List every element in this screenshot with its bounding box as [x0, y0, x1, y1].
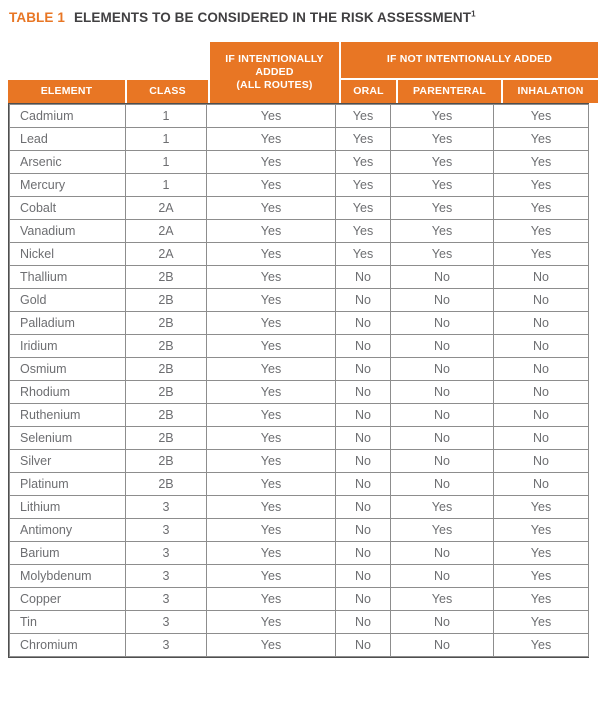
element-cell: Ruthenium: [10, 404, 126, 427]
table-row: [10, 496, 589, 519]
oral-cell: No: [336, 358, 391, 381]
intentionally-added-cell: Yes: [207, 542, 336, 565]
table-row: [10, 220, 589, 243]
intentionally-added-cell: Yes: [207, 289, 336, 312]
element-cell: Chromium: [10, 634, 126, 657]
oral-cell: No: [336, 542, 391, 565]
element-cell: Cobalt: [10, 197, 126, 220]
class-cell: 2A: [126, 243, 207, 266]
inhalation-cell: Yes: [494, 105, 589, 128]
intentionally-added-cell: Yes: [207, 634, 336, 657]
element-cell: Cadmium: [10, 105, 126, 128]
parenteral-cell: Yes: [391, 197, 494, 220]
intentionally-added-label: IF INTENTIONALLY ADDED: [225, 52, 324, 78]
table-row: [10, 358, 589, 381]
risk-assessment-table: [8, 103, 589, 658]
table-row: [10, 243, 589, 266]
intentionally-added-cell: Yes: [207, 473, 336, 496]
inhalation-cell: Yes: [494, 588, 589, 611]
intentionally-added-cell: Yes: [207, 381, 336, 404]
parenteral-cell: No: [391, 427, 494, 450]
element-cell: Iridium: [10, 335, 126, 358]
class-cell: 1: [126, 151, 207, 174]
intentionally-added-cell: Yes: [207, 496, 336, 519]
element-cell: Rhodium: [10, 381, 126, 404]
class-cell: 3: [126, 634, 207, 657]
table-title-text: ELEMENTS TO BE CONSIDERED IN THE RISK ASSESSMENT: [73, 10, 472, 25]
parenteral-cell: No: [391, 450, 494, 473]
oral-cell: No: [336, 266, 391, 289]
class-cell: 2B: [126, 335, 207, 358]
parenteral-cell: Yes: [391, 174, 494, 197]
intentionally-added-cell: Yes: [207, 588, 336, 611]
inhalation-cell: No: [494, 381, 589, 404]
table-row: [10, 427, 589, 450]
parenteral-cell: Yes: [391, 588, 494, 611]
oral-cell: No: [336, 634, 391, 657]
element-cell: Platinum: [10, 473, 126, 496]
column-group-header-not-intentionally-added: IF NOT INTENTIONALLY ADDED: [341, 42, 598, 78]
inhalation-cell: Yes: [494, 611, 589, 634]
parenteral-cell: Yes: [391, 519, 494, 542]
class-cell: 2A: [126, 220, 207, 243]
inhalation-cell: Yes: [494, 151, 589, 174]
oral-cell: No: [336, 381, 391, 404]
element-cell: Arsenic: [10, 151, 126, 174]
parenteral-cell: No: [391, 381, 494, 404]
parenteral-cell: No: [391, 634, 494, 657]
class-cell: 3: [126, 519, 207, 542]
parenteral-cell: No: [391, 358, 494, 381]
inhalation-cell: No: [494, 312, 589, 335]
element-cell: Barium: [10, 542, 126, 565]
inhalation-cell: No: [494, 473, 589, 496]
intentionally-added-cell: Yes: [207, 128, 336, 151]
parenteral-cell: Yes: [391, 496, 494, 519]
column-header-inhalation: INHALATION: [503, 80, 598, 103]
table-row: [10, 174, 589, 197]
table-row: [10, 588, 589, 611]
table-row: [10, 335, 589, 358]
table-row: [10, 289, 589, 312]
element-cell: Palladium: [10, 312, 126, 335]
class-cell: 3: [126, 496, 207, 519]
class-cell: 2B: [126, 358, 207, 381]
header-spacer: [8, 42, 208, 78]
intentionally-added-cell: Yes: [207, 358, 336, 381]
page-title: [9, 10, 600, 25]
table-row: [10, 450, 589, 473]
inhalation-cell: Yes: [494, 174, 589, 197]
table-row: [10, 565, 589, 588]
parenteral-cell: Yes: [391, 220, 494, 243]
inhalation-cell: No: [494, 335, 589, 358]
class-cell: 3: [126, 611, 207, 634]
parenteral-cell: No: [391, 335, 494, 358]
parenteral-cell: Yes: [391, 128, 494, 151]
table-row: [10, 151, 589, 174]
intentionally-added-routes-label: (ALL ROUTES): [236, 79, 313, 92]
table-row: [10, 312, 589, 335]
intentionally-added-cell: Yes: [207, 197, 336, 220]
table-row: [10, 266, 589, 289]
oral-cell: Yes: [336, 174, 391, 197]
oral-cell: No: [336, 611, 391, 634]
intentionally-added-cell: Yes: [207, 335, 336, 358]
parenteral-cell: Yes: [391, 151, 494, 174]
element-cell: Gold: [10, 289, 126, 312]
table-body: [10, 105, 589, 657]
oral-cell: No: [336, 496, 391, 519]
oral-cell: No: [336, 450, 391, 473]
class-cell: 2A: [126, 197, 207, 220]
parenteral-cell: Yes: [391, 105, 494, 128]
class-cell: 2B: [126, 404, 207, 427]
inhalation-cell: Yes: [494, 243, 589, 266]
oral-cell: No: [336, 404, 391, 427]
class-cell: 3: [126, 542, 207, 565]
parenteral-cell: No: [391, 266, 494, 289]
oral-cell: Yes: [336, 220, 391, 243]
element-cell: Osmium: [10, 358, 126, 381]
intentionally-added-cell: Yes: [207, 151, 336, 174]
element-cell: Selenium: [10, 427, 126, 450]
class-cell: 1: [126, 105, 207, 128]
inhalation-cell: No: [494, 289, 589, 312]
table-header: [8, 42, 589, 103]
column-header-oral: ORAL: [341, 80, 396, 103]
intentionally-added-cell: Yes: [207, 266, 336, 289]
parenteral-cell: No: [391, 542, 494, 565]
parenteral-cell: No: [391, 473, 494, 496]
inhalation-cell: Yes: [494, 197, 589, 220]
inhalation-cell: Yes: [494, 128, 589, 151]
intentionally-added-cell: Yes: [207, 105, 336, 128]
intentionally-added-cell: Yes: [207, 312, 336, 335]
intentionally-added-cell: Yes: [207, 220, 336, 243]
element-cell: Mercury: [10, 174, 126, 197]
class-cell: 2B: [126, 312, 207, 335]
inhalation-cell: Yes: [494, 496, 589, 519]
element-cell: Thallium: [10, 266, 126, 289]
element-cell: Lead: [10, 128, 126, 151]
parenteral-cell: No: [391, 289, 494, 312]
table-row: [10, 634, 589, 657]
column-header-intentionally-added: [210, 42, 339, 103]
table-row: [10, 473, 589, 496]
oral-cell: No: [336, 473, 391, 496]
element-cell: Antimony: [10, 519, 126, 542]
table-row: [10, 519, 589, 542]
class-cell: 2B: [126, 266, 207, 289]
table-row: [10, 381, 589, 404]
element-cell: Silver: [10, 450, 126, 473]
title-footnote-superscript: 1: [471, 9, 476, 19]
oral-cell: Yes: [336, 105, 391, 128]
class-cell: 3: [126, 588, 207, 611]
parenteral-cell: No: [391, 611, 494, 634]
inhalation-cell: No: [494, 450, 589, 473]
table-row: [10, 542, 589, 565]
class-cell: 1: [126, 128, 207, 151]
inhalation-cell: No: [494, 266, 589, 289]
table-row: [10, 197, 589, 220]
oral-cell: No: [336, 335, 391, 358]
intentionally-added-cell: Yes: [207, 243, 336, 266]
intentionally-added-cell: Yes: [207, 404, 336, 427]
oral-cell: Yes: [336, 128, 391, 151]
class-cell: 2B: [126, 289, 207, 312]
element-cell: Nickel: [10, 243, 126, 266]
element-cell: Tin: [10, 611, 126, 634]
intentionally-added-cell: Yes: [207, 174, 336, 197]
class-cell: 1: [126, 174, 207, 197]
oral-cell: Yes: [336, 243, 391, 266]
column-header-class: CLASS: [127, 80, 208, 103]
oral-cell: Yes: [336, 197, 391, 220]
table-row: [10, 404, 589, 427]
element-cell: Lithium: [10, 496, 126, 519]
parenteral-cell: Yes: [391, 243, 494, 266]
table-number-label: TABLE 1: [9, 10, 65, 25]
oral-cell: No: [336, 289, 391, 312]
intentionally-added-cell: Yes: [207, 611, 336, 634]
column-header-element: ELEMENT: [8, 80, 125, 103]
inhalation-cell: Yes: [494, 634, 589, 657]
intentionally-added-cell: Yes: [207, 427, 336, 450]
table-row: [10, 611, 589, 634]
intentionally-added-cell: Yes: [207, 519, 336, 542]
class-cell: 2B: [126, 427, 207, 450]
intentionally-added-cell: Yes: [207, 565, 336, 588]
parenteral-cell: No: [391, 312, 494, 335]
column-header-parenteral: PARENTERAL: [398, 80, 501, 103]
inhalation-cell: Yes: [494, 220, 589, 243]
class-cell: 3: [126, 565, 207, 588]
oral-cell: No: [336, 565, 391, 588]
parenteral-cell: No: [391, 404, 494, 427]
table-row: [10, 105, 589, 128]
inhalation-cell: No: [494, 427, 589, 450]
oral-cell: No: [336, 312, 391, 335]
oral-cell: Yes: [336, 151, 391, 174]
class-cell: 2B: [126, 473, 207, 496]
oral-cell: No: [336, 588, 391, 611]
table-row: [10, 128, 589, 151]
element-cell: Molybdenum: [10, 565, 126, 588]
inhalation-cell: Yes: [494, 542, 589, 565]
inhalation-cell: No: [494, 358, 589, 381]
intentionally-added-cell: Yes: [207, 450, 336, 473]
class-cell: 2B: [126, 450, 207, 473]
oral-cell: No: [336, 519, 391, 542]
inhalation-cell: Yes: [494, 565, 589, 588]
class-cell: 2B: [126, 381, 207, 404]
element-cell: Vanadium: [10, 220, 126, 243]
element-cell: Copper: [10, 588, 126, 611]
inhalation-cell: No: [494, 404, 589, 427]
inhalation-cell: Yes: [494, 519, 589, 542]
table-body-grid: [9, 104, 589, 657]
parenteral-cell: No: [391, 565, 494, 588]
oral-cell: No: [336, 427, 391, 450]
